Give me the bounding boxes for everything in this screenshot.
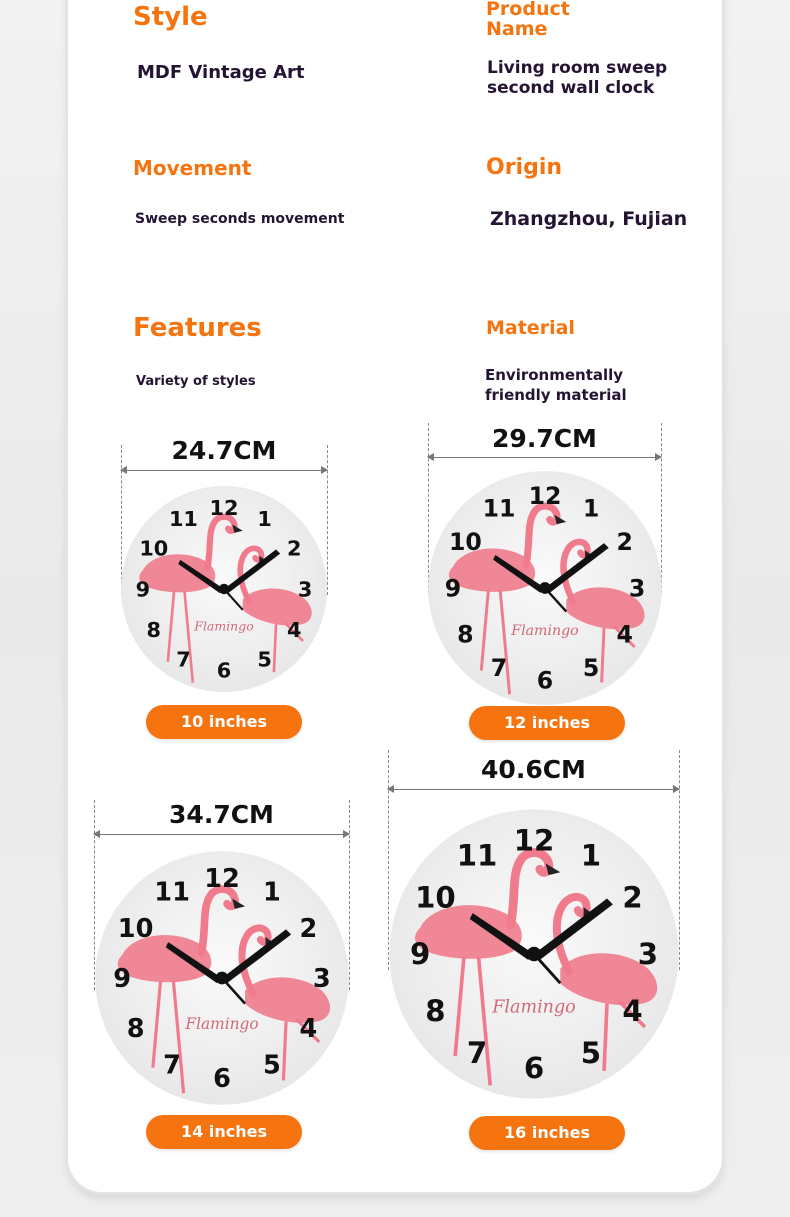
style-label: Style: [133, 2, 208, 32]
clock-numeral: 3: [312, 963, 331, 994]
clock-numeral: 5: [257, 647, 272, 672]
clock-numeral: 8: [146, 617, 162, 642]
clock-numeral: 5: [580, 1035, 602, 1070]
dimension-label: 29.7CM: [492, 424, 597, 453]
clock-numeral: 6: [536, 666, 554, 695]
clock-numeral: 3: [637, 937, 659, 972]
product-name-value: [487, 58, 667, 99]
clock-image: [120, 485, 328, 693]
clock-numeral: 3: [297, 577, 313, 602]
product-name-value-line1: Living room sweep: [487, 58, 668, 78]
features-value: Variety of styles: [136, 374, 256, 389]
clock-numeral: 7: [163, 1050, 181, 1081]
clock-face: [388, 808, 680, 1100]
clock-numeral: 4: [622, 994, 643, 1029]
clock-numeral: 2: [616, 528, 633, 557]
clock-numeral: 10: [117, 914, 154, 945]
dimension-arrow: [428, 457, 661, 458]
clock-numeral: 2: [622, 880, 643, 915]
clock-face: [94, 850, 350, 1106]
clock-numeral: 9: [409, 937, 431, 972]
features-label: Features: [133, 313, 262, 343]
clock-numeral: 7: [490, 653, 508, 682]
clock-numeral: 12: [528, 482, 562, 511]
size-badge: 10 inches: [146, 705, 302, 739]
clock-numeral: 4: [286, 617, 302, 642]
dimension-arrow: [388, 789, 679, 790]
clock-numeral: 11: [154, 877, 190, 908]
clock-numeral: 2: [286, 536, 302, 561]
size-badge: 12 inches: [469, 706, 625, 740]
clock-numeral: 9: [135, 577, 151, 602]
dimension-label: 24.7CM: [171, 436, 277, 465]
clock-numeral: 11: [456, 838, 498, 873]
clock-numeral: 1: [582, 494, 600, 523]
product-name-label-line1: Product: [486, 0, 570, 20]
size-badge: 14 inches: [146, 1115, 302, 1149]
dimension-arrow: [94, 834, 349, 835]
material-value: [485, 366, 627, 405]
clock-numeral: 1: [580, 838, 602, 873]
clock-script-text: Flamingo: [492, 997, 576, 1018]
material-value-line2: friendly material: [485, 385, 627, 404]
clock-numeral: 4: [616, 620, 633, 649]
size-badge: 16 inches: [469, 1116, 625, 1150]
movement-label: Movement: [133, 156, 252, 180]
clock-image: [94, 850, 350, 1106]
clock-script-text: Flamingo: [511, 623, 579, 640]
product-name-value-line2: second wall clock: [487, 78, 655, 99]
clock-numeral: 12: [204, 864, 240, 895]
style-value: MDF Vintage Art: [137, 62, 305, 83]
material-value-line1: Environmentally: [485, 366, 624, 384]
clock-numeral: 10: [139, 536, 169, 561]
clock-numeral: 10: [415, 880, 456, 915]
movement-value: Sweep seconds movement: [135, 211, 345, 227]
clock-numeral: 6: [216, 658, 232, 683]
clock-numeral: 3: [628, 574, 646, 603]
clock-numeral: 6: [213, 1063, 231, 1094]
origin-label: Origin: [486, 155, 563, 180]
clock-face: [427, 470, 663, 706]
clock-numeral: 10: [448, 528, 482, 557]
clock-numeral: 1: [257, 507, 272, 532]
dimension-arrow: [121, 470, 327, 471]
clock-numeral: 12: [209, 496, 239, 521]
clock-script-text: Flamingo: [185, 1015, 259, 1034]
clock-numeral: 8: [457, 620, 474, 649]
clock-numeral: 11: [168, 507, 198, 532]
dimension-label: 40.6CM: [481, 755, 586, 784]
product-name-label-line2: Name: [486, 17, 548, 40]
clock-numeral: 8: [425, 994, 446, 1029]
clock-image: [388, 808, 680, 1100]
clock-numeral: 11: [482, 494, 516, 523]
clock-script-text: Flamingo: [194, 618, 254, 634]
clock-numeral: 7: [466, 1035, 488, 1070]
product-name-label: [486, 0, 570, 40]
clock-numeral: 5: [263, 1050, 281, 1081]
clock-numeral: 5: [582, 653, 600, 682]
origin-value: Zhangzhou, Fujian: [490, 208, 688, 230]
material-label: Material: [486, 317, 575, 339]
clock-face: [120, 485, 328, 693]
clock-numeral: 6: [523, 1051, 545, 1086]
dimension-label: 34.7CM: [169, 800, 274, 829]
clock-numeral: 12: [513, 823, 555, 858]
clock-numeral: 4: [299, 1013, 318, 1044]
clock-image: [427, 470, 663, 706]
clock-numeral: 7: [176, 647, 191, 672]
clock-numeral: 2: [299, 914, 318, 945]
clock-numeral: 9: [113, 963, 132, 994]
clock-numeral: 9: [444, 574, 462, 603]
clock-numeral: 8: [126, 1013, 145, 1044]
clock-numeral: 1: [263, 877, 281, 908]
